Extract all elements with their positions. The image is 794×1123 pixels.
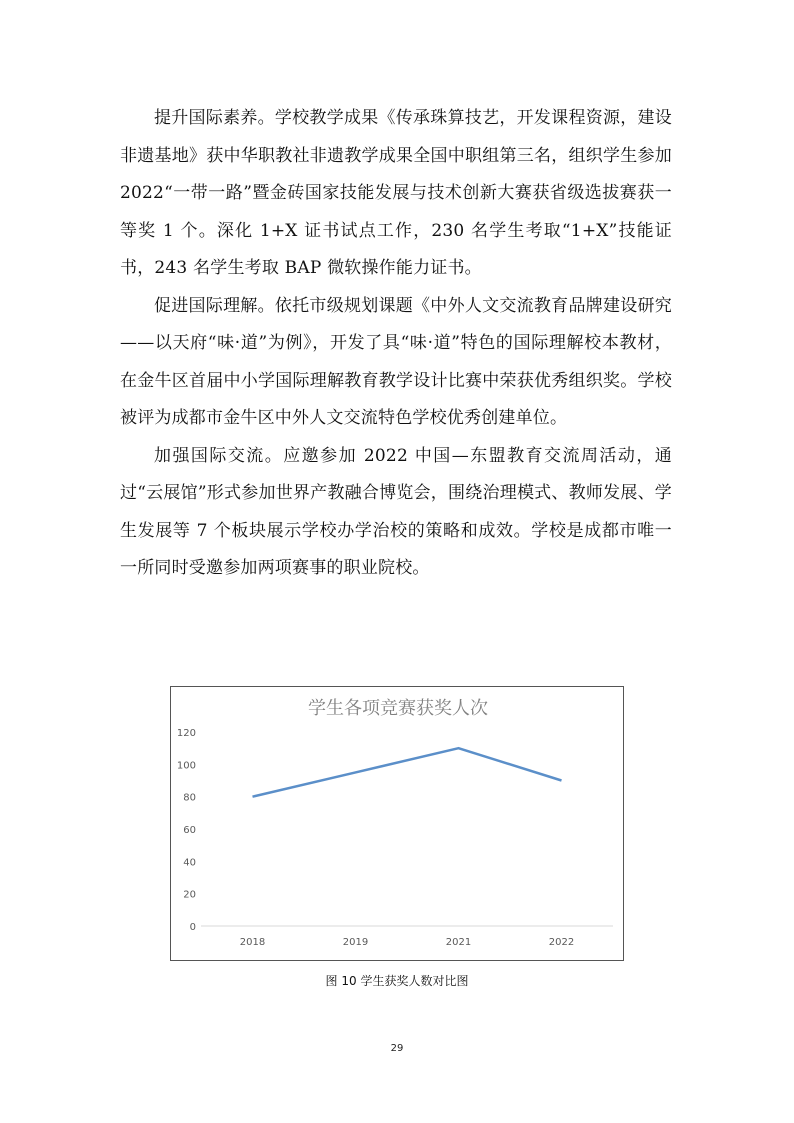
series-group [253,748,562,797]
paragraph-international-literacy: 提升国际素养。学校教学成果《传承珠算技艺，开发课程资源，建设非遗基地》获中华职教社非遗教学成果全国中职组第三名，组织学生参加 2022“一带一路”暨金砖国家技能发展与技术创新大赛获省级选拔赛获一等奖 1 个。深化 1+X 证书试点工作，230 名学生考取“1+X”技能证书，243 名学生考取 BAP 微软操作能力证书。 [120,108,672,278]
figure-caption: 图 10 学生获奖人数对比图 [325,974,469,988]
document-body [120,100,672,588]
series-line [253,748,562,797]
page-number: 29 [390,1043,404,1054]
y-tick-label: 80 [183,792,196,804]
y-tick-label: 120 [176,728,196,739]
y-tick-label: 100 [176,760,196,772]
chart-title: 学生各项竞赛获奖人次 [308,698,488,719]
y-axis [177,728,196,933]
x-tick-label: 2022 [548,937,575,948]
x-tick-label: 2019 [342,937,369,948]
y-tick-label: 40 [183,857,196,869]
x-tick-label: 2021 [445,937,472,948]
paragraph-international-exchange: 加强国际交流。应邀参加 2022 中国—东盟教育交流周活动，通过“云展馆”形式参加世界产教融合博览会，围绕治理模式、教师发展、学生发展等 7 个板块展示学校办学治校的策略和成效。学校是成都市唯一一所同时受邀参加两项赛事的职业院校。 [120,445,672,578]
y-tick-label: 0 [189,922,196,933]
chart-canvas [171,687,625,962]
y-tick-label: 20 [183,889,196,901]
paragraph-international-understanding: 促进国际理解。依托市级规划课题《中外人文交流教育品牌建设研究——以天府“味·道”为例》，开发了具“味·道”特色的国际理解校本教材，在金牛区首届中小学国际理解教育教学设计比赛中荣获优秀组织奖。学校被评为成都市金牛区中外人文交流特色学校优秀创建单位。 [120,295,672,428]
x-tick-label: 2018 [239,937,266,948]
x-axis [201,926,613,948]
y-tick-label: 60 [183,825,196,836]
awards-line-chart [170,686,624,961]
